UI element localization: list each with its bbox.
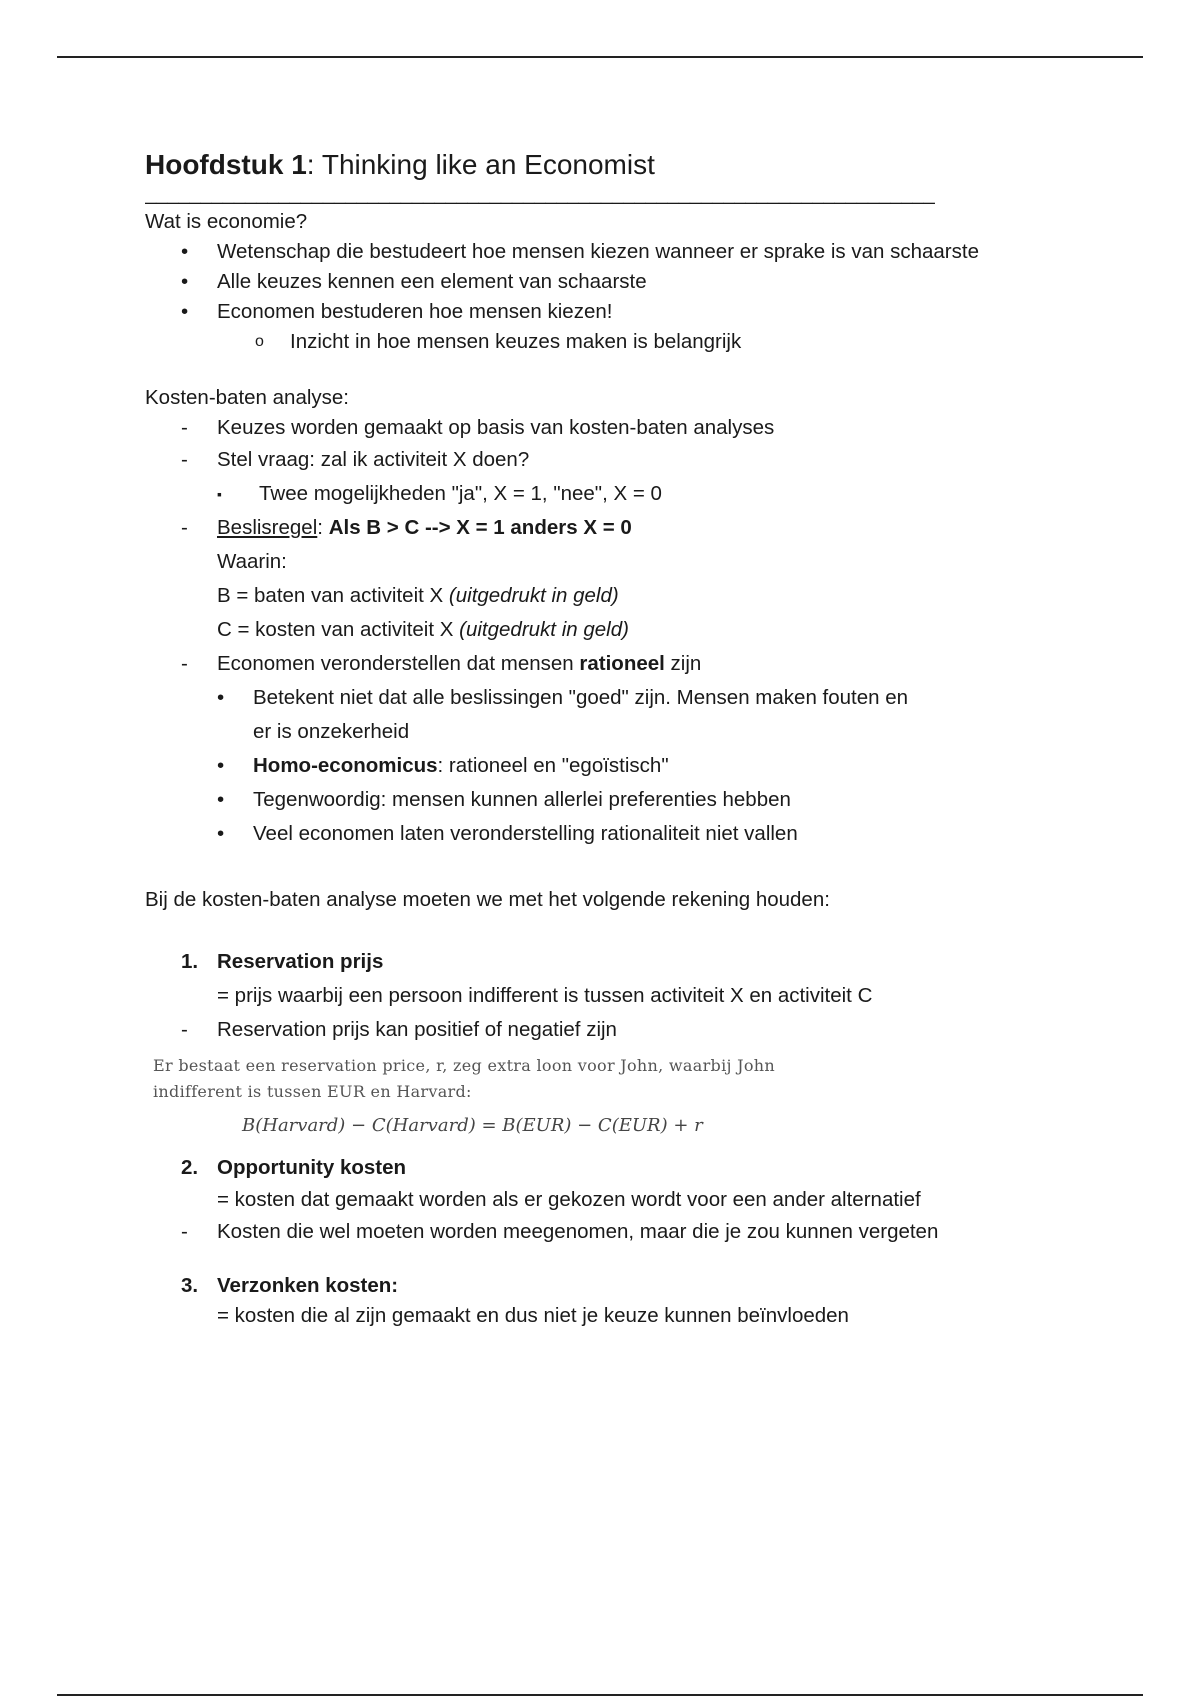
colon-text: : [317,516,329,539]
square-item [145,477,1085,511]
intro-paragraph [145,883,1085,917]
dash-icon: - [181,1220,188,1243]
beslisregel-label: Beslisregel [217,516,318,539]
document-page [145,145,1085,1331]
dash-item [145,647,1085,681]
dash-icon: - [181,652,188,675]
page-title [145,145,1085,185]
circle-bullet-icon: o [255,333,264,350]
top-rule [57,56,1143,58]
waarin-line [145,545,1085,579]
list-item-text: Stel vraag: zal ik activiteit X doen? [217,448,530,471]
number-label: 2. [181,1156,199,1179]
spacer [145,917,1085,945]
list-item-text: Veel economen laten veronderstelling rationaliteit niet vallen [253,822,798,845]
list-item-text: Economen veronderstellen dat mensen [217,652,580,675]
excerpt-text: Er bestaat een reservation price, r, zeg extra loon voor John, waarbij John [153,1056,775,1075]
spacer [145,1249,1085,1271]
definition-text: = prijs waarbij een persoon indifferent is tussen activiteit X en activiteit C [217,984,873,1007]
list-item-text: zijn [664,652,702,675]
list-item-text: Twee mogelijkheden "ja", X = 1, "nee", X = 0 [259,482,662,505]
list-item-continuation [145,715,1085,749]
list-item [145,817,1085,851]
list-item-text: er is onzekerheid [253,720,410,743]
numbered-item-2 [145,1151,1085,1185]
list-item [145,681,1085,715]
title-subject: : Thinking like an Economist [306,149,655,180]
sub-list-item [145,327,1085,357]
definition-b [145,579,1085,613]
title-chapter: Hoofdstuk 1 [145,149,307,180]
waarin-text: Waarin: [217,550,287,573]
definition-c [145,613,1085,647]
dash-icon: - [181,516,188,539]
list-item-text: Keuzes worden gemaakt op basis van kosten-baten analyses [217,416,775,439]
bullet-icon: • [217,788,225,811]
rationeel-term: rationeel [579,652,665,675]
definition-note: (uitgedrukt in geld) [448,584,619,607]
list-item-text: Kosten die wel moeten worden meegenomen, maar die je zou kunnen vergeten [217,1220,939,1243]
heading-text: Wat is economie? [145,210,308,233]
list-item [145,267,1085,297]
list-item [145,783,1085,817]
item-title: Opportunity kosten [217,1156,407,1179]
item-definition [145,1185,1085,1215]
list-item-text: : rationeel en "egoïstisch" [437,754,669,777]
dash-item [145,1013,1085,1047]
section-heading-economie [145,207,1085,237]
list-item-text: Reservation prijs kan positief of negatief zijn [217,1018,617,1041]
title-underline: _______________________________________________________________________ [145,185,935,205]
list-item [145,237,1085,267]
item-definition [145,1301,1085,1331]
numbered-item-3 [145,1271,1085,1301]
list-item-text: Wetenschap die bestudeert hoe mensen kiezen wanneer er sprake is van schaarste [217,240,979,263]
bullet-icon: • [217,822,225,845]
definition-text: C = kosten van activiteit X [217,618,460,641]
number-label: 3. [181,1274,199,1297]
list-item-text: Economen bestuderen hoe mensen kiezen! [217,300,613,323]
item-title: Reservation prijs [217,950,384,973]
bullet-icon: • [181,240,189,263]
beslisregel-rule: Als B > C --> X = 1 anders X = 0 [328,516,632,539]
dash-icon: - [181,448,188,471]
spacer [145,357,1085,383]
definition-text: = kosten die al zijn gemaakt en dus niet je keuze kunnen beïnvloeden [217,1304,849,1327]
dash-item [145,413,1085,443]
intro-text: Bij de kosten-baten analyse moeten we met het volgende rekening houden: [145,888,830,911]
definition-note: (uitgedrukt in geld) [459,618,629,641]
item-definition [145,979,1085,1013]
dash-icon: - [181,1018,188,1041]
bullet-icon: • [217,754,225,777]
excerpt-text: indifferent is tussen EUR en Harvard: [153,1082,472,1101]
bottom-rule [57,1694,1143,1696]
numbered-item-1 [145,945,1085,979]
list-item-text: Alle keuzes kennen een element van schaarste [217,270,647,293]
scanned-excerpt-line [145,1079,1085,1105]
scanned-excerpt-line [145,1053,1085,1079]
section-heading-kosten-baten [145,383,1085,413]
number-label: 1. [181,950,199,973]
dash-item [145,443,1085,477]
heading-text: Kosten-baten analyse: [145,386,349,409]
homo-economicus-term: Homo-economicus [253,754,438,777]
list-item-text: Betekent niet dat alle beslissingen "goed" zijn. Mensen maken fouten en [253,686,909,709]
dash-item [145,1215,1085,1249]
spacer [145,851,1085,883]
list-item [145,749,1085,783]
list-item-text: Inzicht in hoe mensen keuzes maken is belangrijk [290,330,742,353]
list-item-text: Tegenwoordig: mensen kunnen allerlei preferenties hebben [253,788,791,811]
item-title: Verzonken kosten: [217,1274,399,1297]
formula [145,1105,1085,1147]
definition-text: = kosten dat gemaakt worden als er gekozen wordt voor een ander alternatief [217,1188,921,1211]
bullet-icon: • [181,300,189,323]
formula-text: B(Harvard) − C(Harvard) = B(EUR) − C(EUR) + r [242,1115,703,1136]
dash-item [145,511,1085,545]
dash-icon: - [181,416,188,439]
bullet-icon: • [181,270,189,293]
definition-text: B = baten van activiteit X [217,584,449,607]
square-bullet-icon: ▪ [217,486,222,502]
bullet-icon: • [217,686,225,709]
list-item [145,297,1085,327]
